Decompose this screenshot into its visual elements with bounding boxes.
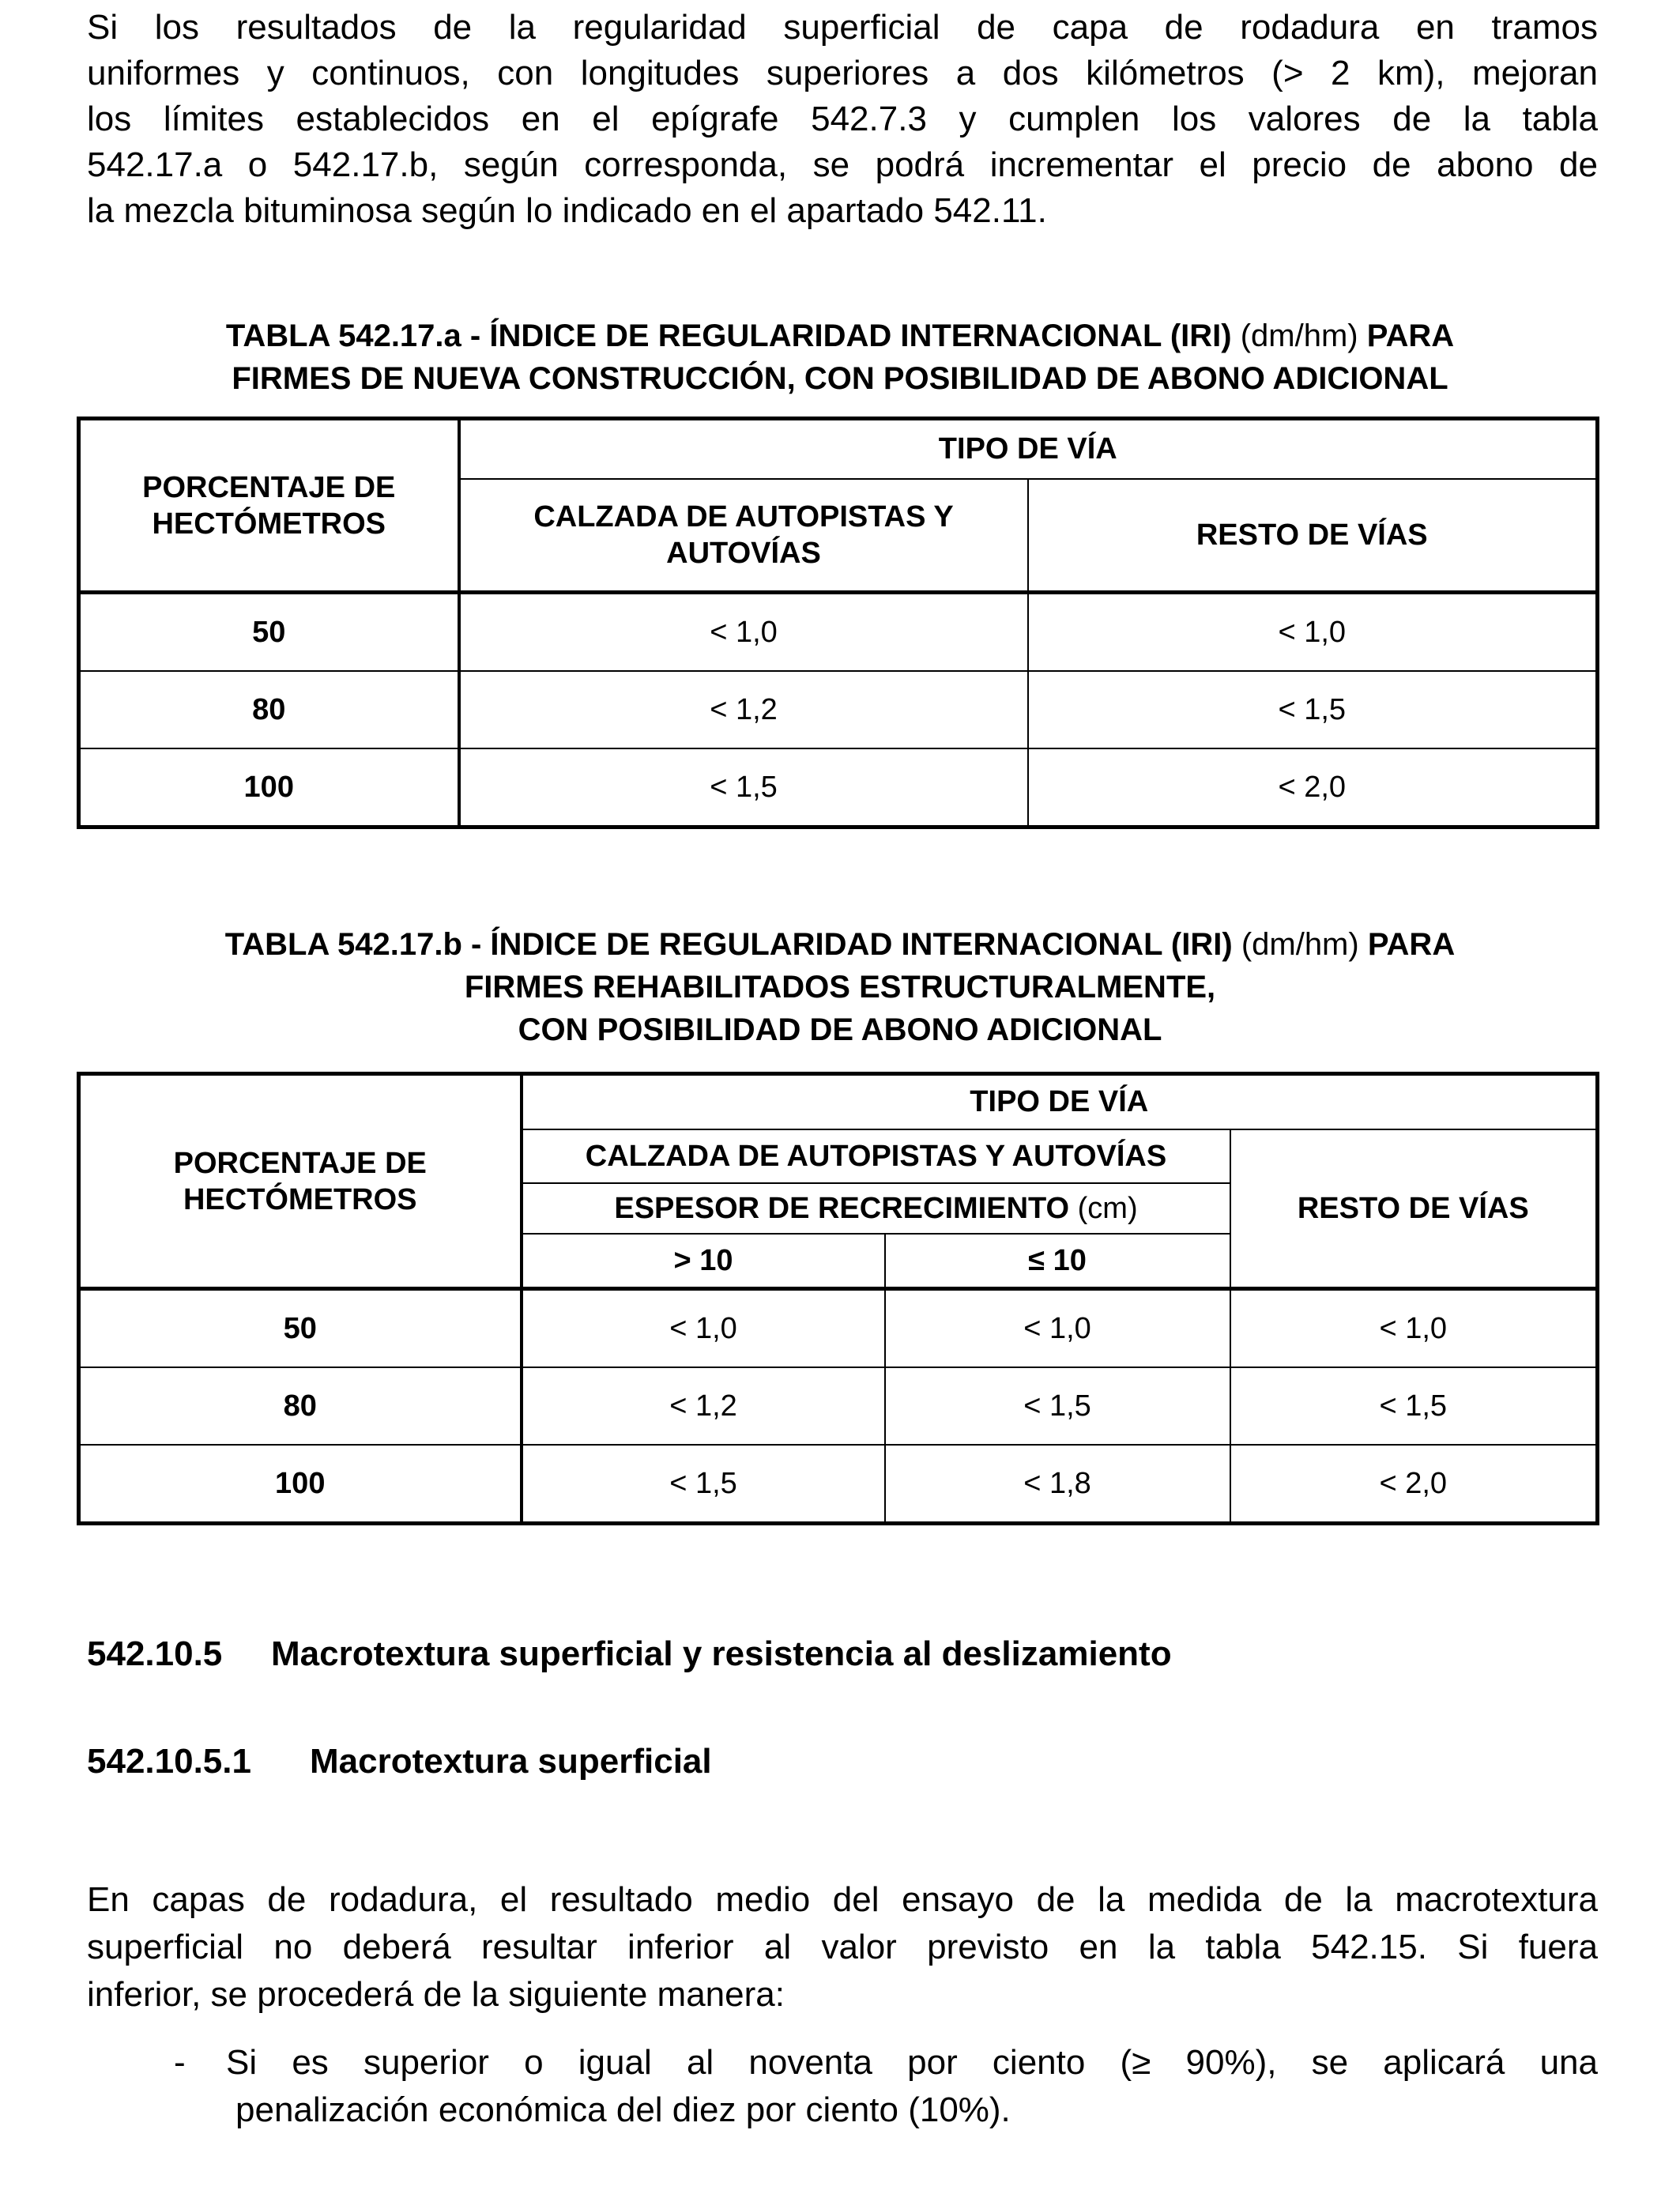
table-b-pct: 100 [79, 1445, 522, 1524]
table-a-caption-para: PARA [1366, 319, 1455, 353]
table-a-caption-line2: FIRMES DE NUEVA CONSTRUCCIÓN, CON POSIBILIDAD DE ABONO ADICIONAL [232, 361, 1448, 396]
intro-line-3: los límites establecidos en el epígrafe 542.7.3 y cumplen los valores de la tabla [87, 100, 1598, 138]
table-b-le10: < 1,0 [885, 1289, 1230, 1368]
table-b-le10: < 1,5 [885, 1367, 1230, 1445]
bullet-line-1: Si es superior o igual al noventa por ciento (≥ 90%), se aplicará una [226, 2043, 1598, 2082]
table-a-caption [79, 315, 1601, 400]
table-b-header-gt10: > 10 [522, 1234, 885, 1289]
table-row [79, 671, 1598, 748]
section-heading-542-10-5-1 [87, 1742, 712, 1781]
table-a [77, 417, 1599, 829]
table-a-caption-title: TABLA 542.17.a - ÍNDICE DE REGULARIDAD INTERNACIONAL (IRI) [225, 319, 1232, 353]
body-paragraph [87, 1876, 1598, 2019]
table-b-caption-line2: FIRMES REHABILITADOS ESTRUCTURALMENTE, [464, 970, 1216, 1005]
table-row [79, 1289, 1598, 1368]
bullet-line-2: penalización económica del diez por ciento (10%). [235, 2090, 1011, 2129]
table-a-header-resto: RESTO DE VÍAS [1028, 479, 1598, 593]
table-b-caption-para: PARA [1367, 927, 1456, 962]
intro-line-1: Si los resultados de la regularidad superficial de capa de rodadura en tramos [87, 8, 1598, 47]
table-row [79, 1445, 1598, 1524]
table-a-header-percent: PORCENTAJE DE HECTÓMETROS [79, 419, 459, 593]
table-a-pct: 100 [79, 748, 459, 827]
table-b-gt10: < 1,0 [522, 1289, 885, 1368]
table-b-header-percent: PORCENTAJE DE HECTÓMETROS [79, 1074, 522, 1289]
table-a-header-tipo: TIPO DE VÍA [459, 419, 1598, 479]
table-b-header-espesor-unit: (cm) [1077, 1191, 1138, 1225]
bullet-dash: - [174, 2043, 186, 2082]
table-a-resto: < 2,0 [1028, 748, 1598, 827]
table-b [77, 1072, 1599, 1525]
bullet-item [174, 2039, 1601, 2142]
table-b-gt10: < 1,5 [522, 1445, 885, 1524]
table-b-caption-title: TABLA 542.17.b - ÍNDICE DE REGULARIDAD INTERNACIONAL (IRI) [224, 927, 1233, 962]
table-row [79, 593, 1598, 672]
body-line-3: inferior, se procederá de la siguiente manera: [87, 1975, 785, 2014]
intro-paragraph [87, 5, 1598, 234]
table-a-calzada: < 1,0 [459, 593, 1028, 672]
intro-line-2: uniformes y continuos, con longitudes superiores a dos kilómetros (> 2 km), mejoran [87, 54, 1598, 92]
table-row [79, 1367, 1598, 1445]
table-b-le10: < 1,8 [885, 1445, 1230, 1524]
body-line-1: En capas de rodadura, el resultado medio del ensayo de la medida de la macrotextura [87, 1880, 1598, 1919]
table-b-pct: 80 [79, 1367, 522, 1445]
section-heading-542-10-5 [87, 1634, 1172, 1674]
section-title: Macrotextura superficial [310, 1742, 712, 1781]
table-a-pct: 80 [79, 671, 459, 748]
table-b-header-espesor: ESPESOR DE RECRECIMIENTO [614, 1191, 1070, 1225]
section-title: Macrotextura superficial y resistencia al deslizamiento [271, 1634, 1172, 1673]
table-a-caption-unit: (dm/hm) [1240, 319, 1358, 353]
intro-line-5: la mezcla bituminosa según lo indicado en el apartado 542.11. [87, 191, 1047, 230]
table-a-calzada: < 1,2 [459, 671, 1028, 748]
table-a-resto: < 1,0 [1028, 593, 1598, 672]
table-b-header-calzada: CALZADA DE AUTOPISTAS Y AUTOVÍAS [522, 1129, 1230, 1183]
table-a-calzada: < 1,5 [459, 748, 1028, 827]
table-row [79, 748, 1598, 827]
table-a-header-calzada: CALZADA DE AUTOPISTAS Y AUTOVÍAS [459, 479, 1028, 593]
table-b-gt10: < 1,2 [522, 1367, 885, 1445]
table-b-caption [79, 923, 1601, 1051]
table-b-pct: 50 [79, 1289, 522, 1368]
section-number: 542.10.5 [87, 1634, 223, 1673]
table-b-caption-line3: CON POSIBILIDAD DE ABONO ADICIONAL [518, 1012, 1162, 1047]
table-a-pct: 50 [79, 593, 459, 672]
body-line-2: superficial no deberá resultar inferior al valor previsto en la tabla 542.15. Si fuera [87, 1928, 1598, 1966]
table-b-resto: < 2,0 [1230, 1445, 1598, 1524]
table-b-header-resto: RESTO DE VÍAS [1230, 1129, 1598, 1289]
table-b-resto: < 1,5 [1230, 1367, 1598, 1445]
table-b-resto: < 1,0 [1230, 1289, 1598, 1368]
table-b-caption-unit: (dm/hm) [1241, 927, 1359, 962]
table-b-header-tipo: TIPO DE VÍA [522, 1074, 1598, 1129]
intro-line-4: 542.17.a o 542.17.b, según corresponda, se podrá incrementar el precio de abono de [87, 145, 1598, 184]
table-b-header-le10: ≤ 10 [885, 1234, 1230, 1289]
table-a-resto: < 1,5 [1028, 671, 1598, 748]
section-number: 542.10.5.1 [87, 1742, 251, 1781]
